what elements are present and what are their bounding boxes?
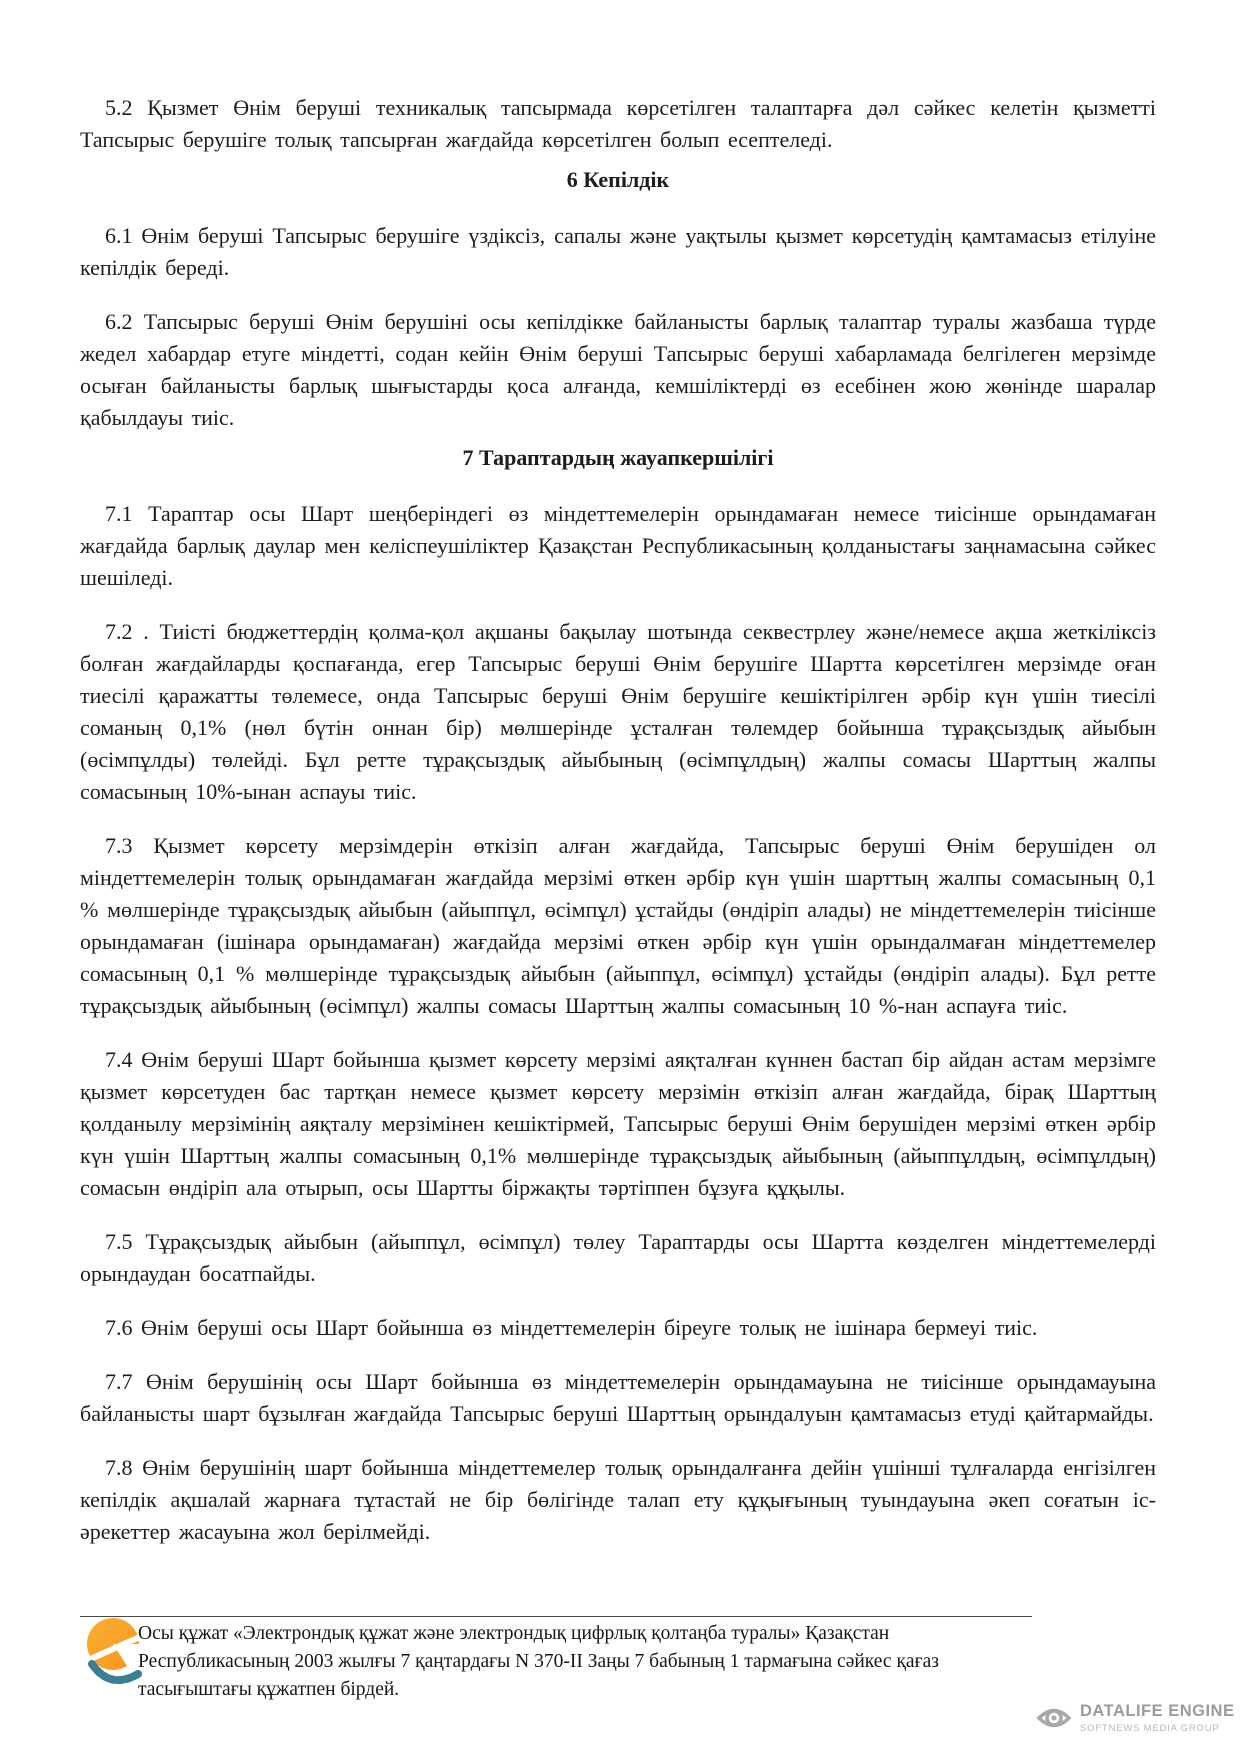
watermark-text [1080,1702,1234,1734]
clause-7-7: 7.7 Өнім берушінің осы Шарт бойынша өз міндеттемелерін орындамауына не тиісінше орындамауына байланысты шарт бұзылған жағдайда Тапсырыс беруші Шарттың орындалуын қамтамасыз етуді қайтармайды. [80,1369,1156,1426]
clause-7-8: 7.8 Өнім берушінің шарт бойынша міндеттемелер толық орындалғанға дейін үшінші тұлғаларда енгізілген кепілдік ақшалай жарнаға тұтастай не бір бөлігінде талап ету құқығының туындауына әкеп соғатын іс-әрекеттер жасауына жол берілмейді. [80,1455,1156,1544]
footer-divider [80,1616,1032,1617]
dle-eye-icon [1036,1700,1072,1736]
clause-7-3: 7.3 Қызмет көрсету мерзімдерін өткізіп алған жағдайда, Тапсырыс беруші Өнім берушіден ол міндеттемелерін толық орындамаған жағдайда мерзімі өткен әрбір күн үшін шарттың жалпы сомасының 0,1 % мөлшерінде тұрақсыздық айыбын (айыппұл, өсімпұл) ұстайды (өндіріп алады) не міндеттемелерін тиісінше орындамаған (ішінара орындамаған) жағдайда мерзімі өткен әрбір күн үшін орындалмаған міндеттемелер сомасының 0,1 % мөлшерінде тұрақсыздық айыбын (айыппұл, өсімпұл) ұстайды (өндіріп алады). Бұл ретте тұрақсыздық айыбының (өсімпұл) жалпы сомасы Шарттың жалпы сомасының 10 %-нан аспауға тиіс. [80,833,1156,1018]
clause-7-6: 7.6 Өнім беруші осы Шарт бойынша өз міндеттемелерін біреуге толық не ішінара бермеуі тиіс. [105,1315,1038,1340]
clause-7-5: 7.5 Тұрақсыздық айыбын (айыппұл, өсімпұл) төлеу Тараптарды осы Шартта көзделген міндеттемелерді орындаудан босатпайды. [80,1229,1156,1286]
contract-text-block [80,92,1156,1570]
clause-7-2: 7.2 . Тиісті бюджеттердің қолма-қол ақшаны бақылау шотында секвестрлеу және/немесе ақша жеткіліксіз болған жағдайларды қоспағанда, егер Тапсырыс беруші Өнім берушіге Шартта көрсетілген мерзімде оған тиесілі қаражатты төлемесе, онда Тапсырыс беруші Өнім берушіге кешіктірілген әрбір күн үшін тиесілі соманың 0,1% (нөл бүтін оннан бір) мөлшерінде ұсталған төлемдер бойынша тұрақсыздық айыбын (өсімпұлды) төлейді. Бұл ретте тұрақсыздық айыбының (өсімпұлдың) жалпы сомасы Шарттың жалпы сомасының 10%-ынан аспауы тиіс. [80,619,1156,804]
watermark-brand: DATALIFE ENGINE [1080,1702,1235,1720]
datalife-engine-watermark [1036,1700,1235,1736]
section-heading-6: 6 Кепілдік [566,167,670,192]
clause-5-2: 5.2 Қызмет Өнім беруші техникалық тапсырмада көрсетілген талаптарға дәл сәйкес келетін қызметті Тапсырыс берушіге толық тапсырған жағдайда көрсетілген болып есептеледі. [80,95,1156,152]
clause-7-1: 7.1 Тараптар осы Шарт шеңберіндегі өз міндеттемелерін орындамаған немесе тиісінше орындамаған жағдайда барлық даулар мен келіспеушіліктер Қазақстан Республикасының қолданыстағы заңнамасына сәйкес шешіледі. [80,501,1156,590]
section-heading-7: 7 Тараптардың жауапкершілігі [462,445,774,470]
footer-legal-note: Осы құжат «Электрондық құжат және электрондық цифрлық қолтаңба туралы» Қазақстан Республикасының 2003 жылғы 7 қаңтардағы N 370-II Заңы 7 бабының 1 тармағына сәйкес қағаз тасығыштағы құжатпен бірдей. [138,1623,939,1700]
clause-6-1: 6.1 Өнім беруші Тапсырыс берушіге үздіксіз, сапалы және уақтылы қызмет көрсетудің қамтамасыз етілуіне кепілдік береді. [80,223,1156,280]
clause-7-4: 7.4 Өнім беруші Шарт бойынша қызмет көрсету мерзімі аяқталған күннен бастап бір айдан астам мерзімге қызмет көрсетуден бас тартқан немесе қызмет көрсету мерзімін өткізіп алған жағдайда, бірақ Шарттың қолданылу мерзімінің аяқталу мерзімінен кешіктірмей, Тапсырыс беруші Өнім берушіден мерзімі өткен әрбір күн үшін Шарттың жалпы сомасының 0,1% мөлшерінде тұрақсыздық айыбының (айыппұлдың, өсімпұлдың) сомасын өндіріп ала отырып, осы Шартты біржақты тәртіппен бұзуға құқылы. [80,1047,1156,1200]
watermark-tagline: SOFTNEWS MEDIA GROUP [1080,1723,1220,1734]
clause-6-2: 6.2 Тапсырыс беруші Өнім берушіні осы кепілдікке байланысты барлық талаптар туралы жазбаша түрде жедел хабардар етуге міндетті, содан кейін Өнім беруші Тапсырыс беруші хабарламада белгілеген мерзімде осыған байланысты барлық шығыстарды қоса алғанда, кемшіліктерді өз есебінен жою жөнінде шаралар қабылдауы тиіс. [80,309,1156,430]
